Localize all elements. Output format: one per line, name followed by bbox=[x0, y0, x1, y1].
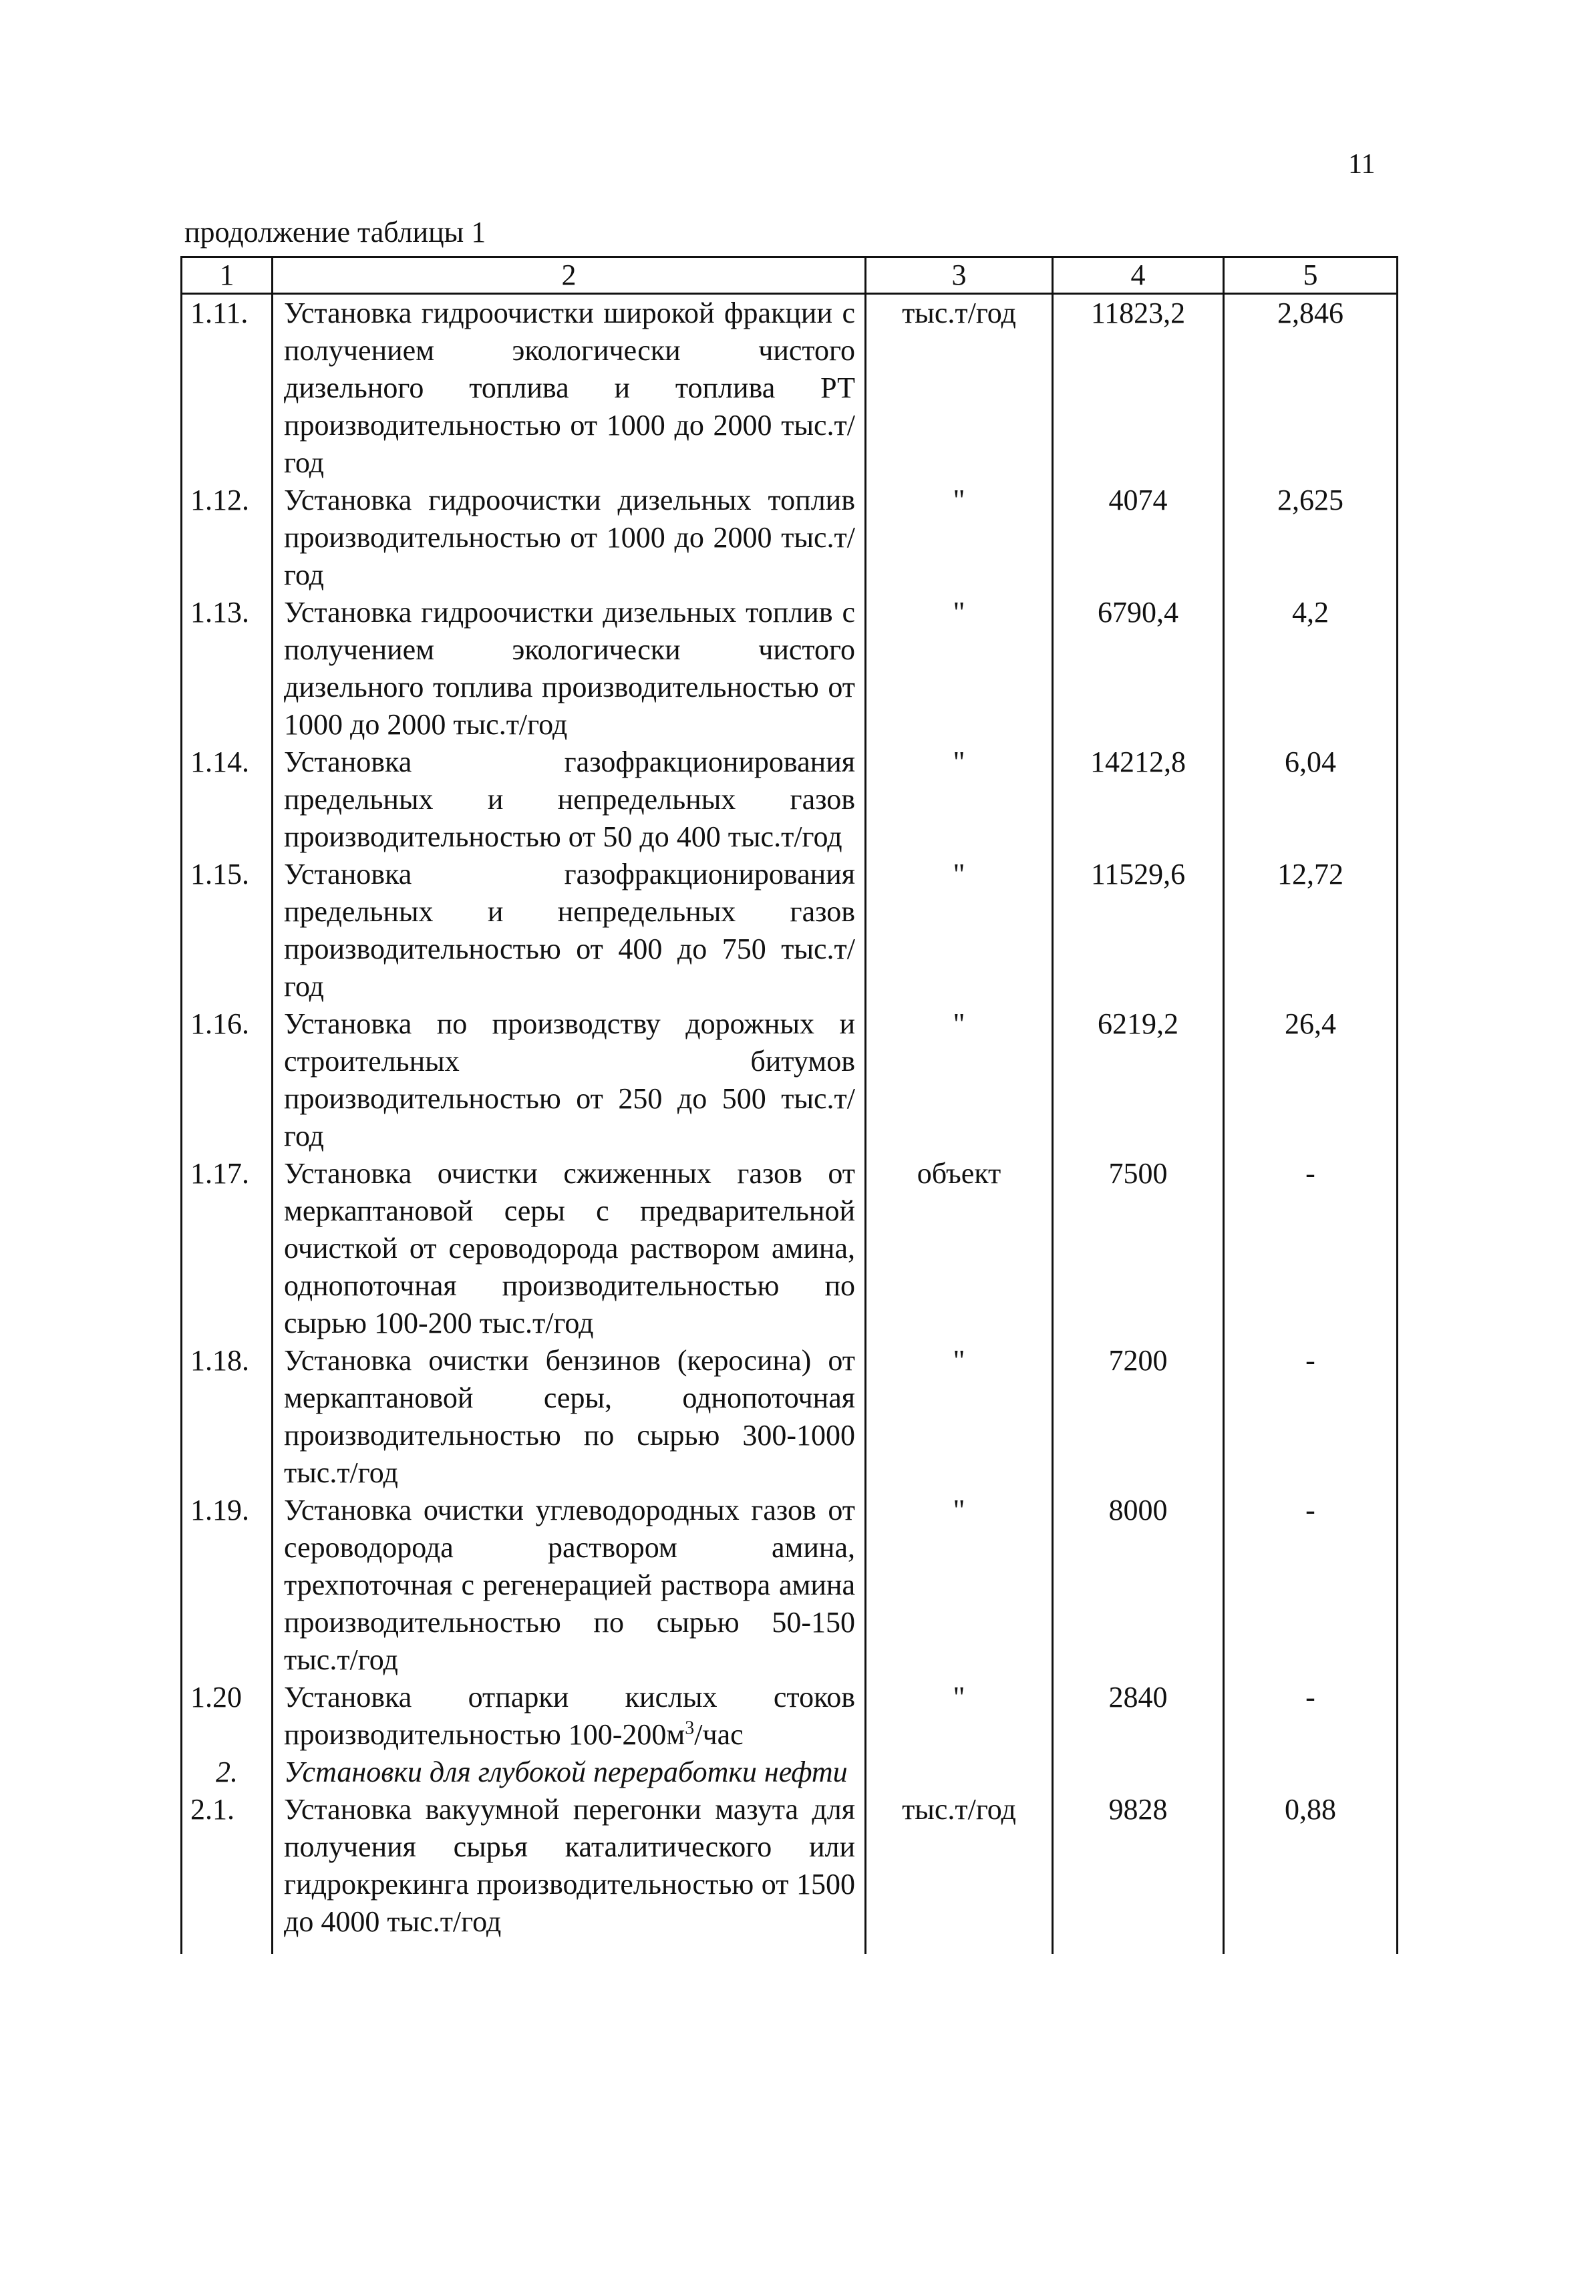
row-cost: 2840 bbox=[1053, 1679, 1224, 1754]
row-number: 1.16. bbox=[182, 1005, 273, 1155]
row-cost bbox=[1053, 1754, 1224, 1791]
row-unit: " bbox=[866, 1679, 1053, 1754]
section-number: 2. bbox=[182, 1754, 273, 1791]
row-number: 1.17. bbox=[182, 1155, 273, 1342]
header-cell: 3 bbox=[866, 257, 1053, 294]
tail-cell bbox=[1224, 1941, 1398, 1954]
row-name bbox=[273, 1679, 866, 1754]
row-unit: " bbox=[866, 594, 1053, 744]
row-coef: 26,4 bbox=[1224, 1005, 1398, 1155]
row-number: 1.13. bbox=[182, 594, 273, 744]
row-unit: " bbox=[866, 744, 1053, 856]
row-number: 1.12. bbox=[182, 482, 273, 594]
row-cost: 6790,4 bbox=[1053, 594, 1224, 744]
row-cost: 11823,2 bbox=[1053, 294, 1224, 482]
table-tail bbox=[182, 1941, 1398, 1954]
row-cost: 6219,2 bbox=[1053, 1005, 1224, 1155]
tail-cell bbox=[273, 1941, 866, 1954]
row-name: Установка очистки сжиженных газов от меркаптановой серы с предварительной очисткой от сероводорода раствором амина, однопоточная производительностью по сырью 100-200 тыс.т/год bbox=[273, 1155, 866, 1342]
row-name: Установка вакуумной перегонки мазута для получения сырья каталитического или гидрокрекинга производительностью от 1500 до 4000 тыс.т/год bbox=[273, 1791, 866, 1941]
row-name: Установка гидроочистки дизельных топлив производительностью от 1000 до 2000 тыс.т/год bbox=[273, 482, 866, 594]
row-name: Установка газофракционирования предельных и непредельных газов производительностью от 50 до 400 тыс.т/год bbox=[273, 744, 866, 856]
row-coef bbox=[1224, 1754, 1398, 1791]
row-unit: " bbox=[866, 482, 1053, 594]
table-row bbox=[182, 744, 1398, 856]
row-name: Установка газофракционирования предельных и непредельных газов производительностью от 400 до 750 тыс.т/год bbox=[273, 856, 866, 1005]
tail-cell bbox=[866, 1941, 1053, 1954]
tail-cell bbox=[182, 1941, 273, 1954]
header-row bbox=[182, 257, 1398, 294]
data-table bbox=[180, 256, 1398, 1954]
table-row bbox=[182, 1155, 1398, 1342]
table-caption: продолжение таблицы 1 bbox=[184, 216, 486, 249]
header-cell: 4 bbox=[1053, 257, 1224, 294]
page-number: 11 bbox=[1348, 149, 1376, 180]
row-cost: 7200 bbox=[1053, 1342, 1224, 1492]
tail-cell bbox=[1053, 1941, 1224, 1954]
row-number: 2.1. bbox=[182, 1791, 273, 1941]
row-cost: 4074 bbox=[1053, 482, 1224, 594]
table-row bbox=[182, 1492, 1398, 1679]
table-row bbox=[182, 294, 1398, 482]
table-row bbox=[182, 1679, 1398, 1754]
row-number: 1.14. bbox=[182, 744, 273, 856]
header-cell: 2 bbox=[273, 257, 866, 294]
row-name: Установка очистки бензинов (керосина) от меркаптановой серы, однопоточная производительностью по сырью 300-1000 тыс.т/год bbox=[273, 1342, 866, 1492]
row-unit: " bbox=[866, 1005, 1053, 1155]
row-coef: - bbox=[1224, 1679, 1398, 1754]
row-number: 1.19. bbox=[182, 1492, 273, 1679]
table-row bbox=[182, 594, 1398, 744]
row-cost: 14212,8 bbox=[1053, 744, 1224, 856]
row-number: 1.18. bbox=[182, 1342, 273, 1492]
row-coef: - bbox=[1224, 1342, 1398, 1492]
row-unit: тыс.т/год bbox=[866, 294, 1053, 482]
row-cost: 9828 bbox=[1053, 1791, 1224, 1941]
row-name: Установка гидроочистки широкой фракции с получением экологически чистого дизельного топлива и топлива РТ производительностью от 1000 до 2000 тыс.т/год bbox=[273, 294, 866, 482]
row-coef: 0,88 bbox=[1224, 1791, 1398, 1941]
row-coef: - bbox=[1224, 1492, 1398, 1679]
row-cost: 11529,6 bbox=[1053, 856, 1224, 1005]
section-title: Установки для глубокой переработки нефти bbox=[273, 1754, 866, 1791]
section-row bbox=[182, 1754, 1398, 1791]
superscript: 3 bbox=[685, 1717, 695, 1739]
row-number: 1.20 bbox=[182, 1679, 273, 1754]
row-coef: 12,72 bbox=[1224, 856, 1398, 1005]
row-number: 1.11. bbox=[182, 294, 273, 482]
row-unit: " bbox=[866, 856, 1053, 1005]
row-name-suffix: /час bbox=[694, 1718, 744, 1751]
table-row bbox=[182, 1342, 1398, 1492]
row-coef: - bbox=[1224, 1155, 1398, 1342]
header-cell: 5 bbox=[1224, 257, 1398, 294]
row-number: 1.15. bbox=[182, 856, 273, 1005]
header-cell: 1 bbox=[182, 257, 273, 294]
row-unit: тыс.т/год bbox=[866, 1791, 1053, 1941]
row-coef: 2,846 bbox=[1224, 294, 1398, 482]
row-name: Установка очистки углеводородных газов от сероводорода раствором амина, трехпоточная с регенерацией раствора амина производительностью по сырью 50-150 тыс.т/год bbox=[273, 1492, 866, 1679]
table-row bbox=[182, 1005, 1398, 1155]
row-unit: " bbox=[866, 1492, 1053, 1679]
row-cost: 7500 bbox=[1053, 1155, 1224, 1342]
row-unit bbox=[866, 1754, 1053, 1791]
row-name: Установка по производству дорожных и строительных битумов производительностью от 250 до 500 тыс.т/год bbox=[273, 1005, 866, 1155]
table-row bbox=[182, 1791, 1398, 1941]
row-unit: объект bbox=[866, 1155, 1053, 1342]
row-coef: 6,04 bbox=[1224, 744, 1398, 856]
table-row bbox=[182, 482, 1398, 594]
row-coef: 2,625 bbox=[1224, 482, 1398, 594]
row-cost: 8000 bbox=[1053, 1492, 1224, 1679]
row-unit: " bbox=[866, 1342, 1053, 1492]
row-name-text: Установка отпарки кислых стоков производительностью 100-200м bbox=[284, 1681, 855, 1751]
row-name: Установка гидроочистки дизельных топлив с получением экологически чистого дизельного топлива производительностью от 1000 до 2000 тыс.т/год bbox=[273, 594, 866, 744]
row-coef: 4,2 bbox=[1224, 594, 1398, 744]
table-row bbox=[182, 856, 1398, 1005]
